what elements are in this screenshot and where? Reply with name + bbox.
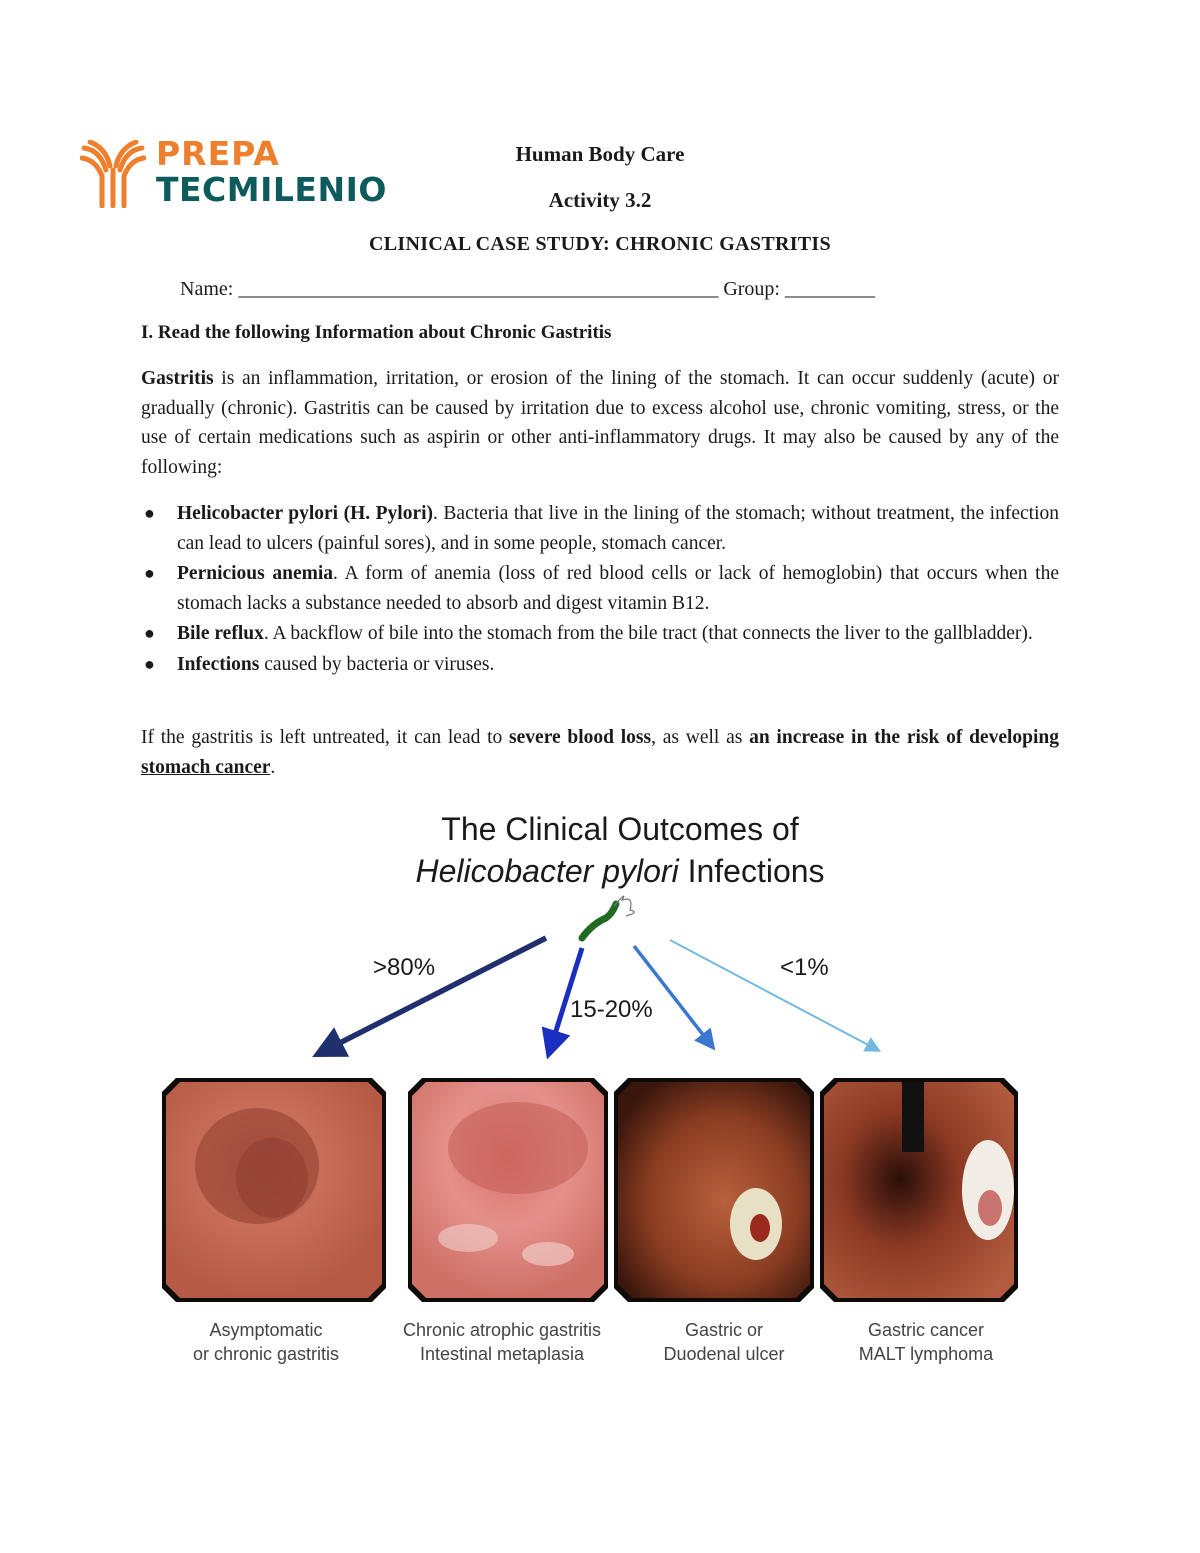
outcome-caption-line2: Intestinal metaplasia xyxy=(419,1344,585,1364)
percent-label: 15-20% xyxy=(570,996,653,1023)
bullet-icon: ● xyxy=(144,623,155,643)
endoscopy-photo-ulcer xyxy=(614,1078,814,1302)
percent-label: >80% xyxy=(373,954,436,981)
endoscopy-photo-asymptomatic xyxy=(162,1078,386,1302)
group-field[interactable]: _________ xyxy=(784,278,875,300)
outcome-caption-line2: or chronic gastritis xyxy=(192,1344,340,1364)
cause-text: . Bacteria that live in the lining of the stomach; without treatment, the infection can lead to ulcers (painful sores), and in some people, stomach cancer. xyxy=(177,503,1059,554)
outcome-caption xyxy=(162,1318,370,1366)
bullet-icon: ● xyxy=(144,653,155,674)
cause-term: Infections xyxy=(177,653,260,675)
name-label: Name: xyxy=(180,278,234,300)
section-heading: I. Read the following Information about Chronic Gastritis xyxy=(141,322,612,343)
intro-text: is an inflammation, irritation, or erosion of the lining of the stomach. It can occur suddenly (acute) or gradually (chronic). Gastritis can be caused by irritation due to excess alcohol use, chronic vomiting, stress, or the use of certain medications such as aspirin or other anti-inflammatory drugs. It may also be caused by any of the following: xyxy=(141,368,1059,478)
intro-term: Gastritis xyxy=(141,368,214,389)
course-title: Human Body Care xyxy=(515,142,685,166)
conclusion-text: , as well as xyxy=(651,727,750,748)
figure-title-rest: Infections xyxy=(678,853,825,889)
endoscopy-photo-atrophic-gastritis xyxy=(408,1078,608,1302)
cause-term: Bile reflux xyxy=(177,623,264,644)
logo-text-tecmilenio: TECMILENIO xyxy=(156,170,387,209)
outcome-caption-line1: Gastric cancer xyxy=(867,1320,985,1340)
outcome-caption-line2: Duodenal ulcer xyxy=(663,1344,785,1364)
outcome-caption xyxy=(624,1318,824,1366)
outcome-caption-line2: MALT lymphoma xyxy=(858,1344,994,1364)
conclusion-text: If the gastritis is left untreated, it can lead to xyxy=(141,727,510,748)
logo-text-prepa: PREPA xyxy=(156,134,280,173)
cause-text: . A backflow of bile into the stomach from the bile tract (that connects the liver to the gallbladder). xyxy=(263,623,1033,644)
cause-term: Helicobacter pylori (H. Pylori) xyxy=(177,503,434,524)
stomach-cancer-emphasis: stomach cancer xyxy=(141,756,271,778)
conclusion-bold: an increase in the risk of developing xyxy=(749,727,1060,748)
cause-text: . A form of anemia (loss of red blood cells or lack of hemoglobin) that occurs when the stomach lacks a substance needed to absorb and digest vitamin B12. xyxy=(177,563,1060,614)
figure-title-line1: The Clinical Outcomes of xyxy=(441,811,799,847)
case-study-title: CLINICAL CASE STUDY: CHRONIC GASTRITIS xyxy=(369,233,831,255)
outcome-caption-line1: Gastric or xyxy=(684,1320,763,1340)
outcome-caption-line1: Asymptomatic xyxy=(209,1320,323,1340)
bacterium-icon xyxy=(582,896,634,938)
outcome-caption-line1: Chronic atrophic gastritis xyxy=(402,1320,602,1340)
outcome-caption xyxy=(826,1318,1026,1366)
cause-text: caused by bacteria or viruses. xyxy=(259,653,495,675)
conclusion-text: . xyxy=(270,756,276,778)
figure-title-italic: Helicobacter pylori xyxy=(415,853,679,889)
bullet-icon: ● xyxy=(144,563,155,583)
activity-number: Activity 3.2 xyxy=(548,188,652,212)
conclusion-bold: severe blood loss xyxy=(509,727,652,748)
outcome-caption xyxy=(388,1318,616,1366)
name-field[interactable]: ________________________________________________ xyxy=(238,278,719,300)
endoscopy-photo-gastric-cancer xyxy=(820,1078,1018,1302)
group-label: Group: xyxy=(723,278,780,300)
bullet-icon: ● xyxy=(144,503,155,523)
percent-label: <1% xyxy=(780,954,829,981)
cause-term: Pernicious anemia xyxy=(177,563,334,584)
